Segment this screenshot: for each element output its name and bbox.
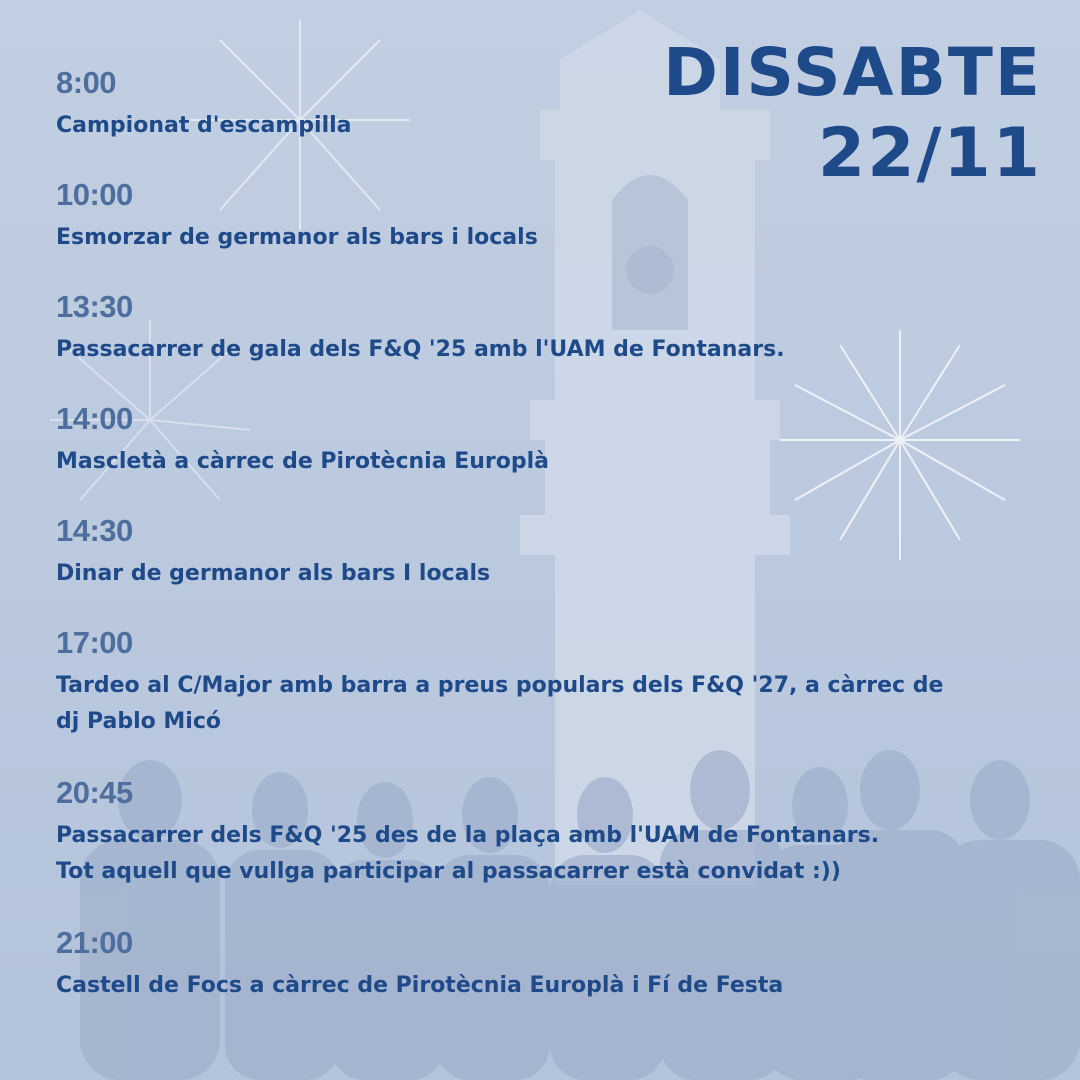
schedule-list xyxy=(56,66,1046,1038)
day-name: DISSABTE xyxy=(663,34,1042,111)
event-description: Dinar de germanor als bars I locals xyxy=(56,561,491,586)
event-time: 10:00 xyxy=(56,177,133,212)
event-time: 17:00 xyxy=(56,625,133,660)
schedule-item xyxy=(56,178,1046,290)
event-time: 14:00 xyxy=(56,401,133,436)
event-time: 13:30 xyxy=(56,289,133,324)
schedule-item xyxy=(56,626,1046,776)
schedule-item xyxy=(56,926,1046,1038)
event-description: Esmorzar de germanor als bars i locals xyxy=(56,225,538,250)
event-description: Passacarrer de gala dels F&Q '25 amb l'UAM de Fontanars. xyxy=(56,337,785,362)
schedule-item xyxy=(56,776,1046,926)
event-description: Passacarrer dels F&Q '25 des de la plaça amb l'UAM de Fontanars. Tot aquell que vullga participar al passacarrer està convidat :)) xyxy=(56,823,880,884)
event-description: Mascletà a càrrec de Pirotècnia Europlà xyxy=(56,449,550,474)
event-description: Tardeo al C/Major amb barra a preus populars dels F&Q '27, a càrrec de dj Pablo Micó xyxy=(56,673,944,734)
schedule-item xyxy=(56,66,1046,178)
event-time: 8:00 xyxy=(56,65,117,100)
event-description: Campionat d'escampilla xyxy=(56,113,352,138)
schedule-item xyxy=(56,290,1046,402)
event-time: 20:45 xyxy=(56,775,133,810)
event-time: 14:30 xyxy=(56,513,133,548)
schedule-item xyxy=(56,402,1046,514)
event-time: 21:00 xyxy=(56,925,133,960)
day-date: 22/11 xyxy=(817,114,1042,193)
schedule-item xyxy=(56,514,1046,626)
event-description: Castell de Focs a càrrec de Pirotècnia Europlà i Fí de Festa xyxy=(56,973,784,998)
